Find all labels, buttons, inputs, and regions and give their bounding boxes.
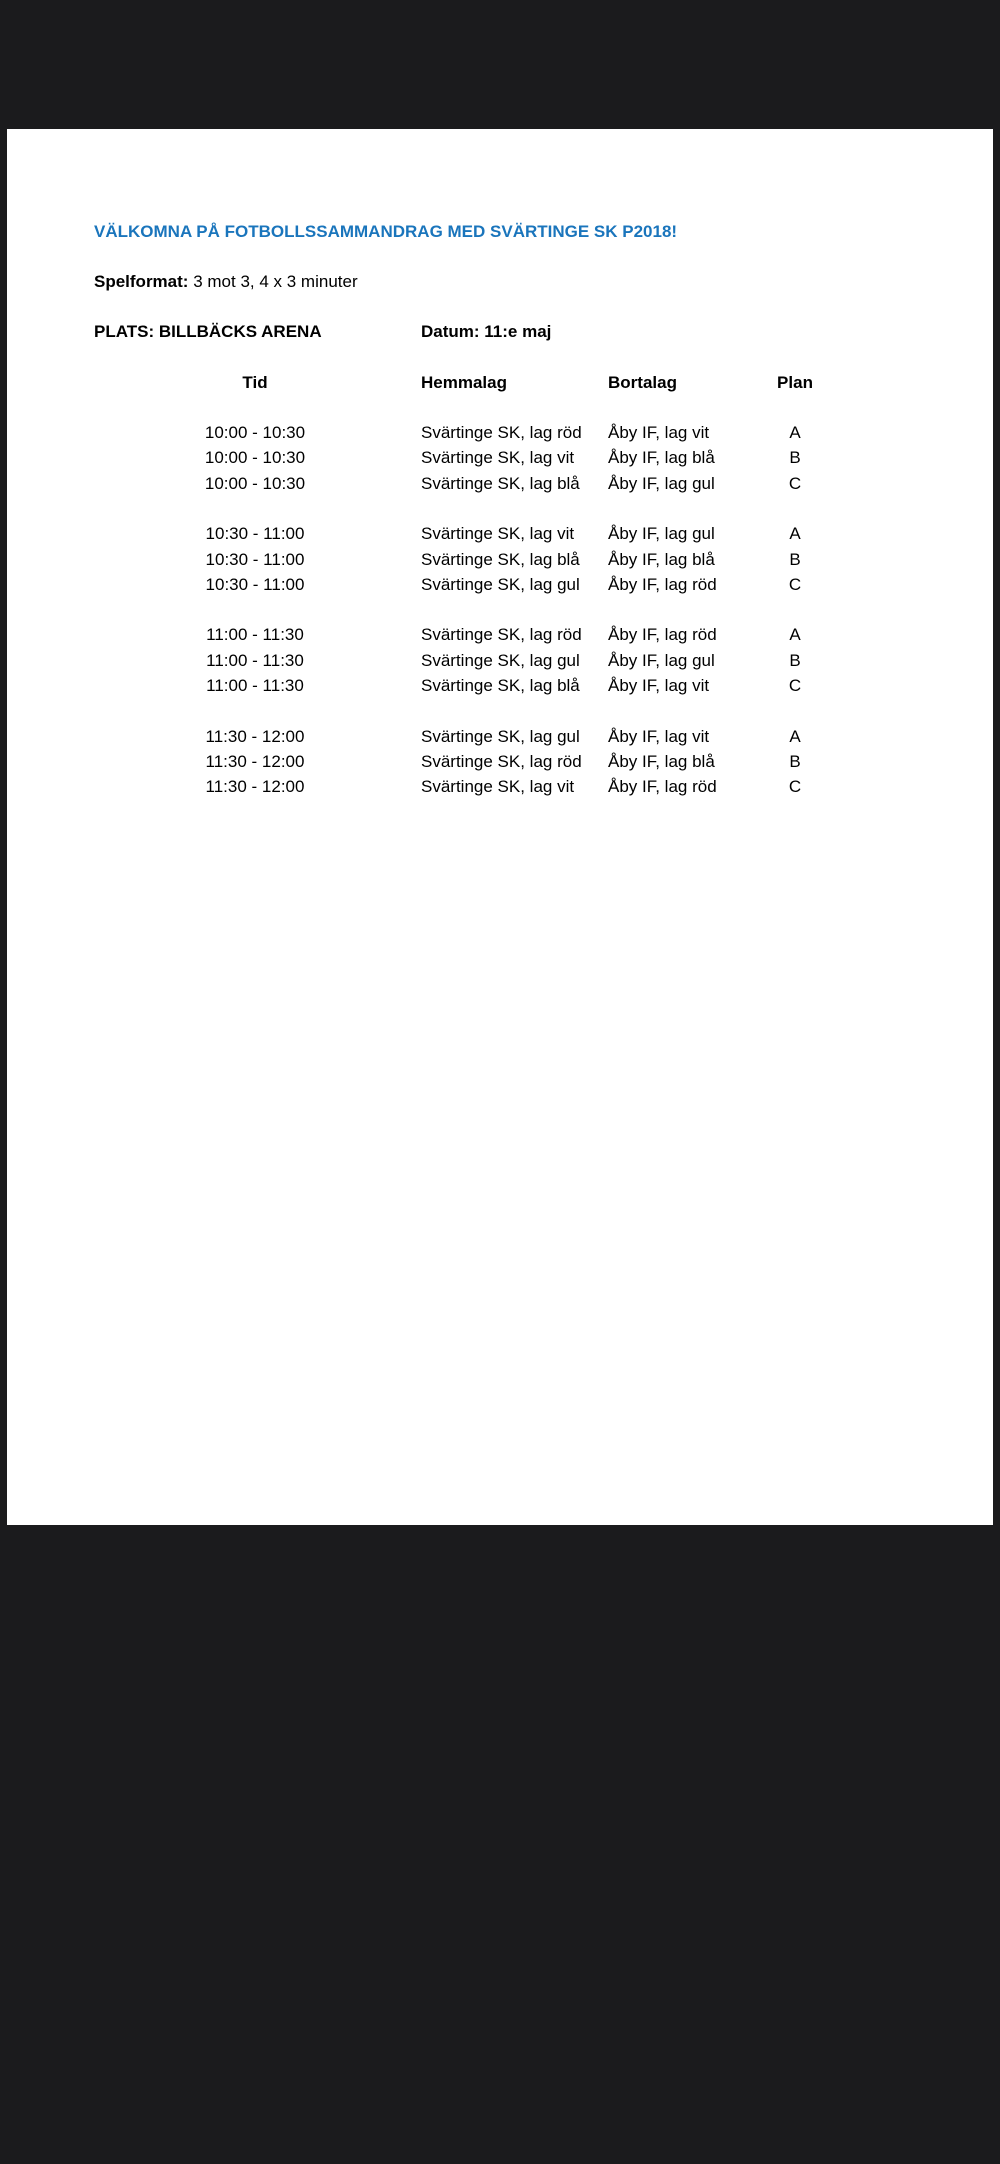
away-team: Åby IF, lag röd xyxy=(608,625,717,645)
away-team: Åby IF, lag blå xyxy=(608,448,715,468)
home-team: Svärtinge SK, lag röd xyxy=(421,751,582,771)
match-time: 11:30 - 12:00 xyxy=(205,751,305,771)
table-row xyxy=(7,676,993,701)
home-team: Svärtinge SK, lag blå xyxy=(421,676,580,695)
home-team: Svärtinge SK, lag blå xyxy=(421,549,580,569)
away-team: Åby IF, lag vit xyxy=(608,676,710,695)
home-team: Svärtinge SK, lag gul xyxy=(421,574,580,594)
away-team: Åby IF, lag gul xyxy=(608,650,715,670)
table-row xyxy=(7,777,993,802)
field: B xyxy=(789,549,801,569)
field: C xyxy=(788,777,802,797)
match-time: 10:00 - 10:30 xyxy=(204,473,306,493)
field: C xyxy=(788,574,802,594)
match-time: 10:00 - 10:30 xyxy=(204,448,306,468)
table-row xyxy=(7,474,993,499)
away-team: Åby IF, lag röd xyxy=(608,777,717,797)
field: C xyxy=(788,676,802,695)
match-time: 10:00 - 10:30 xyxy=(204,423,306,442)
match-time: 11:00 - 11:30 xyxy=(206,650,304,670)
home-team: Svärtinge SK, lag gul xyxy=(421,726,580,746)
table-row xyxy=(7,651,993,676)
match-time: 11:00 - 11:30 xyxy=(206,676,304,695)
away-team: Åby IF, lag vit xyxy=(608,726,710,746)
table-row xyxy=(7,625,993,650)
table-row xyxy=(7,575,993,600)
header-field: Plan xyxy=(777,373,813,392)
field: C xyxy=(788,473,802,493)
field: B xyxy=(789,448,801,468)
field: A xyxy=(789,524,801,544)
table-row xyxy=(7,448,993,473)
away-team: Åby IF, lag vit xyxy=(608,423,710,442)
venue: PLATS: BILLBÄCKS ARENA xyxy=(94,322,322,341)
match-time: 11:30 - 12:00 xyxy=(205,777,305,797)
away-team: Åby IF, lag gul xyxy=(608,473,715,493)
field: A xyxy=(789,726,801,746)
game-format-value: 3 mot 3, 4 x 3 minuter xyxy=(193,272,358,291)
header-away-team: Bortalag xyxy=(608,373,677,392)
table-row xyxy=(7,727,993,752)
away-team: Åby IF, lag blå xyxy=(608,751,715,771)
document-title: VÄLKOMNA PÅ FOTBOLLSSAMMANDRAG MED SVÄRTINGE SK P2018! xyxy=(94,222,678,241)
home-team: Svärtinge SK, lag blå xyxy=(421,473,580,493)
table-row xyxy=(7,752,993,777)
home-team: Svärtinge SK, lag vit xyxy=(421,524,575,544)
home-team: Svärtinge SK, lag röd xyxy=(421,625,582,645)
home-team: Svärtinge SK, lag gul xyxy=(421,650,580,670)
away-team: Åby IF, lag blå xyxy=(608,549,715,569)
away-team: Åby IF, lag gul xyxy=(608,524,715,544)
field: B xyxy=(789,751,801,771)
game-format-label: Spelformat: xyxy=(94,272,189,291)
match-time: 10:30 - 11:00 xyxy=(205,524,305,544)
field: A xyxy=(789,423,801,442)
table-row xyxy=(7,423,993,448)
match-time: 11:00 - 11:30 xyxy=(206,625,304,645)
header-home-team: Hemmalag xyxy=(421,373,507,392)
home-team: Svärtinge SK, lag röd xyxy=(421,423,582,442)
header-time: Tid xyxy=(242,373,268,392)
document-page xyxy=(7,129,993,1525)
home-team: Svärtinge SK, lag vit xyxy=(421,448,575,468)
game-format xyxy=(94,272,358,292)
table-row xyxy=(7,550,993,575)
table-row xyxy=(7,524,993,549)
field: B xyxy=(789,650,801,670)
match-time: 10:30 - 11:00 xyxy=(205,574,305,594)
field: A xyxy=(789,625,801,645)
away-team: Åby IF, lag röd xyxy=(608,574,717,594)
match-time: 10:30 - 11:00 xyxy=(205,549,305,569)
home-team: Svärtinge SK, lag vit xyxy=(421,777,575,797)
match-time: 11:30 - 12:00 xyxy=(205,726,305,746)
event-date: Datum: 11:e maj xyxy=(421,322,552,341)
